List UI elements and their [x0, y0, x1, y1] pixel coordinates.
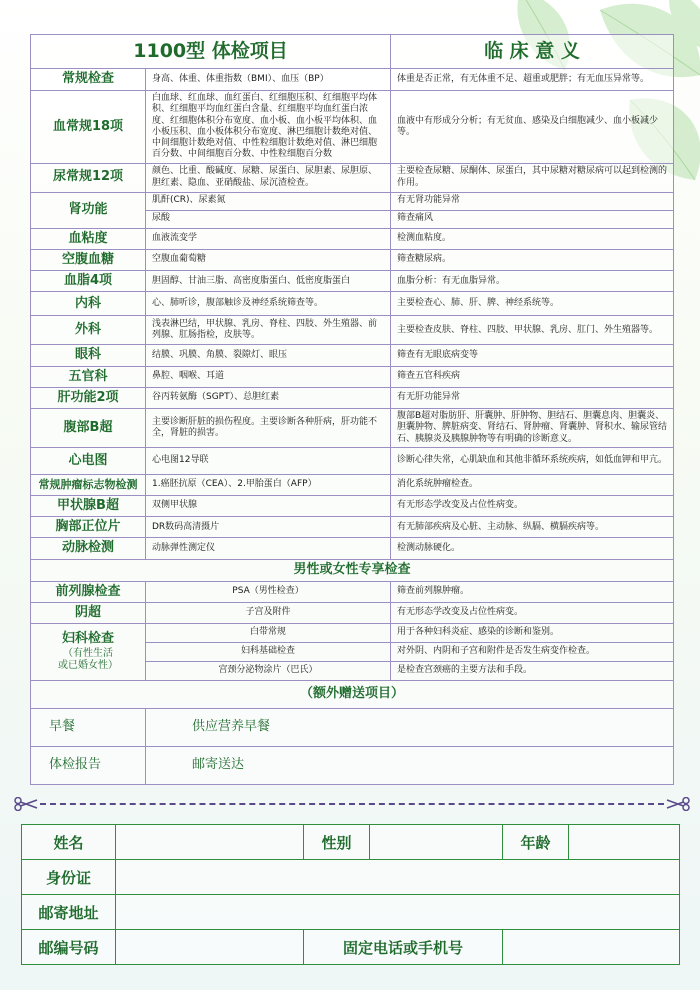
item-meaning: 检测动脉硬化。	[391, 538, 674, 559]
item-content: 双侧甲状腺	[146, 495, 391, 516]
item-content: 1.癌胚抗原（CEA）、2.甲胎蛋白（AFP）	[146, 474, 391, 495]
item-name: 血脂4项	[31, 271, 146, 292]
item-content: 胆固醇、甘油三脂、高密度脂蛋白、低密度脂蛋白	[146, 271, 391, 292]
item-meaning: 是检查宫颈癌的主要方法和手段。	[391, 662, 674, 681]
item-meaning: 诊断心律失常，心肌缺血和其他非循环系统疾病，如低血钾和甲亢。	[391, 447, 674, 474]
item-content: 结膜、巩膜、角膜、裂隙灯、眼压	[146, 345, 391, 366]
id-field[interactable]	[116, 860, 680, 895]
item-meaning: 有无肾功能异常	[391, 192, 674, 210]
scissors-icon	[666, 797, 690, 811]
item-meaning: 有无肝功能异常	[391, 387, 674, 408]
item-content: 肌酐(CR)、尿素氮	[146, 192, 391, 210]
postcode-label: 邮编号码	[22, 930, 116, 965]
item-meaning: 筛查糖尿病。	[391, 249, 674, 270]
phone-field[interactable]	[503, 930, 680, 965]
gender-label: 性别	[304, 825, 370, 860]
item-meaning: 筛查前列腺肿瘤。	[391, 581, 674, 602]
item-name: 阴超	[31, 602, 146, 623]
item-name: 胸部正位片	[31, 517, 146, 538]
item-meaning: 体重是否正常，有无体重不足、超重或肥胖；有无血压异常等。	[391, 69, 674, 91]
item-content: 血液流变学	[146, 228, 391, 249]
item-meaning: 腹部B超对脂肪肝、肝囊肿、肝肿物、胆结石、胆囊息肉、胆囊炎、胆囊肿物、脾脏病变、肾结石、肾肿瘤、肾囊肿、肾积水、输尿管结石、胰腺炎及胰腺肿物等有明确的诊断意义。	[391, 409, 674, 448]
bonus-item-value: 邮寄送达	[146, 747, 674, 785]
bonus-item-name: 体检报告	[31, 747, 146, 785]
item-content: 浅表淋巴结，甲状腺、乳房、脊柱、四肢、外生殖器、前列腺、肛肠指检，皮肤等。	[146, 316, 391, 345]
item-meaning: 检测血粘度。	[391, 228, 674, 249]
item-name: 常规检查	[31, 69, 146, 91]
item-content: DR数码高清摄片	[146, 517, 391, 538]
item-content: 鼻腔、咽喉、耳道	[146, 366, 391, 387]
item-meaning: 主要检查皮肤、脊柱、四肢、甲状腺、乳房、肛门、外生殖器等。	[391, 316, 674, 345]
item-meaning: 有无形态学改变及占位性病变。	[391, 602, 674, 623]
item-name: 肝功能2项	[31, 387, 146, 408]
address-field[interactable]	[116, 895, 680, 930]
item-content: 主要诊断肝脏的损伤程度。主要诊断各种肝病，肝功能不全，肾脏的损害。	[146, 409, 391, 448]
gyn-name-note: （有性生活	[63, 647, 113, 659]
item-meaning: 血液中有形成分分析；有无贫血、感染及白细胞减少、血小板减少等。	[391, 91, 674, 164]
item-content: 尿酸	[146, 210, 391, 228]
bonus-item-name: 早餐	[31, 709, 146, 747]
item-meaning: 筛查有无眼底病变等	[391, 345, 674, 366]
item-name: 眼科	[31, 345, 146, 366]
gyn-name-line: 妇科检查	[61, 631, 114, 647]
item-name: 肾功能	[31, 192, 146, 228]
name-field[interactable]	[116, 825, 304, 860]
item-name: 常规肿瘤标志物检测	[31, 474, 146, 495]
item-meaning: 消化系统肿瘤检查。	[391, 474, 674, 495]
item-name: 腹部B超	[31, 409, 146, 448]
item-meaning: 筛查五官科疾病	[391, 366, 674, 387]
item-content: 空腹血葡萄糖	[146, 249, 391, 270]
item-content: PSA（男性检查）	[146, 581, 391, 602]
item-content: 颜色、比重、酸碱度、尿糖、尿蛋白、尿胆素、尿胆原、胆红素、隐血、亚硝酸盐、尿沉渣检查。	[146, 163, 391, 192]
item-content: 心、肺听诊，腹部触诊及神经系统筛查等。	[146, 292, 391, 316]
name-label: 姓名	[22, 825, 116, 860]
item-content: 白带常规	[146, 624, 391, 643]
item-content: 妇科基础检查	[146, 643, 391, 662]
gender-field[interactable]	[370, 825, 503, 860]
item-content: 心电图12导联	[146, 447, 391, 474]
exam-items-table	[30, 34, 674, 785]
cut-line	[14, 797, 690, 811]
item-name: 五官科	[31, 366, 146, 387]
item-content: 宫颈分泌物涂片（巴氏）	[146, 662, 391, 681]
bonus-section-title: （额外赠送项目）	[31, 681, 674, 709]
postcode-field[interactable]	[116, 930, 304, 965]
item-content: 谷丙转氨酶（SGPT）、总胆红素	[146, 387, 391, 408]
item-name: 血粘度	[31, 228, 146, 249]
item-content: 子宫及附件	[146, 602, 391, 623]
address-label: 邮寄地址	[22, 895, 116, 930]
age-field[interactable]	[569, 825, 680, 860]
table-title: 1100型 体检项目	[31, 35, 391, 69]
gyn-exam-name	[31, 624, 146, 681]
item-name: 心电图	[31, 447, 146, 474]
bonus-item-value: 供应营养早餐	[146, 709, 674, 747]
gyn-name-note: 或已婚女性）	[58, 660, 118, 672]
item-content: 白血球、红血球、血红蛋白、红细胞压积、红细胞平均体积、红细胞平均血红蛋白含量、红细胞平均血红蛋白浓度、红细胞体积分布宽度、血小板、血小板平均体积、血小板压积、血小板体积分布宽度、淋巴细胞计数绝对值、中间细胞计数绝对值、中性粒细胞计数绝对值、淋巴细胞百分数、中间细胞百分数、中性粒细胞百分数	[146, 91, 391, 164]
item-name: 动脉检测	[31, 538, 146, 559]
item-meaning: 主要检查尿糖、尿酮体、尿蛋白，其中尿糖对糖尿病可以起到检测的作用。	[391, 163, 674, 192]
item-name: 甲状腺B超	[31, 495, 146, 516]
item-meaning: 主要检查心、肺、肝、脾、神经系统等。	[391, 292, 674, 316]
clinical-meaning-title: 临 床 意 义	[391, 35, 674, 69]
item-meaning: 有无肺部疾病及心脏、主动脉、纵膈、横膈疾病等。	[391, 517, 674, 538]
item-content: 身高、体重、体重指数（BMI）、血压（BP）	[146, 69, 391, 91]
age-label: 年龄	[503, 825, 569, 860]
item-name: 外科	[31, 316, 146, 345]
dashed-divider	[40, 803, 664, 805]
item-name: 前列腺检查	[31, 581, 146, 602]
item-name: 空腹血糖	[31, 249, 146, 270]
id-label: 身份证	[22, 860, 116, 895]
item-name: 血常规18项	[31, 91, 146, 164]
item-name: 内科	[31, 292, 146, 316]
item-meaning: 对外阴、内阴和子宫和附件是否发生病变作检查。	[391, 643, 674, 662]
special-section-title: 男性或女性专享检查	[31, 559, 674, 581]
item-content: 动脉弹性测定仪	[146, 538, 391, 559]
registration-form	[21, 824, 680, 965]
item-meaning: 筛查痛风	[391, 210, 674, 228]
item-name: 尿常规12项	[31, 163, 146, 192]
scissors-icon	[14, 797, 38, 811]
item-meaning: 用于各种妇科炎症、感染的诊断和鉴别。	[391, 624, 674, 643]
item-meaning: 有无形态学改变及占位性病变。	[391, 495, 674, 516]
item-meaning: 血脂分析：有无血脂异常。	[391, 271, 674, 292]
phone-label: 固定电话或手机号	[304, 930, 503, 965]
